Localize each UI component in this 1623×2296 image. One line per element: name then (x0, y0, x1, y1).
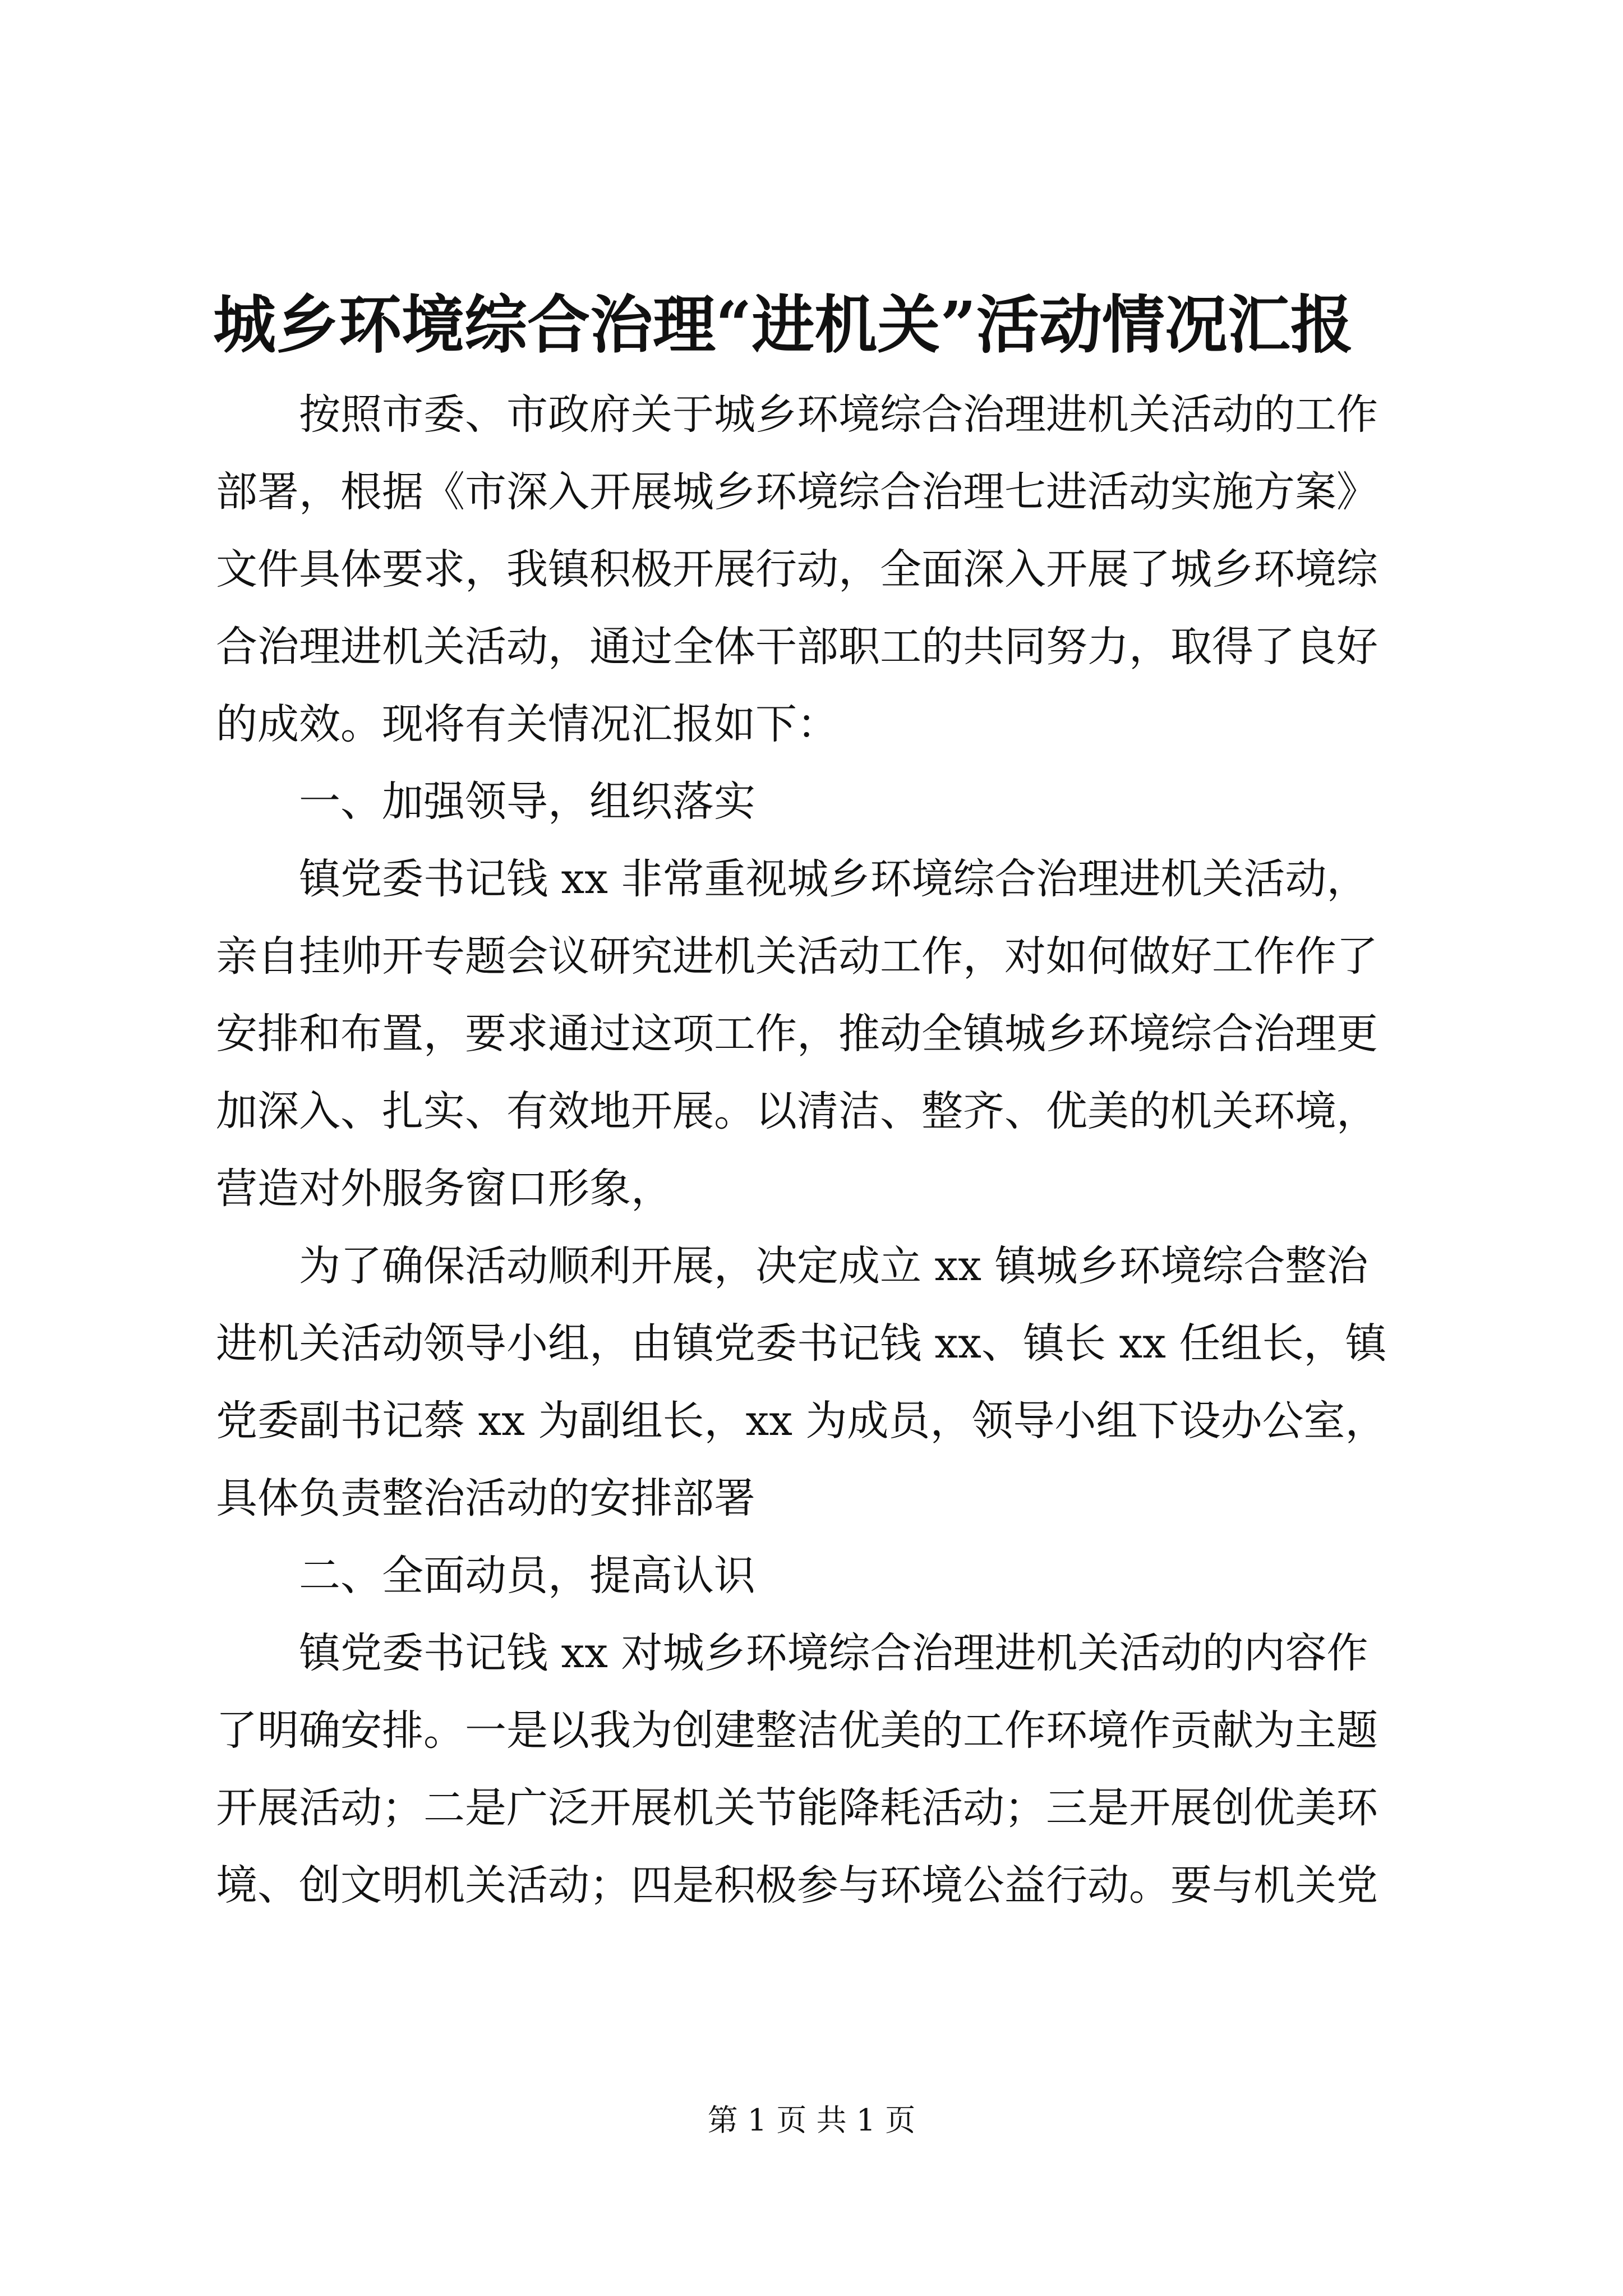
body-line: 安排和布置，要求通过这项工作，推动全镇城乡环境综合治理更 (216, 1010, 1378, 1058)
document-title: 城乡环境综合治理“进机关”活动情况汇报 (213, 288, 1353, 362)
body-line: 具体负责整治活动的安排部署 (216, 1474, 755, 1522)
section-heading: 一、加强领导，组织落实 (299, 777, 755, 826)
body-line: 为了确保活动顺利开展，决定成立 xx 镇城乡环境综合整治 (299, 1242, 1368, 1290)
body-line: 部署，根据《市深入开展城乡环境综合治理七进活动实施方案》 (216, 468, 1378, 516)
body-line: 镇党委书记钱 xx 对城乡环境综合治理进机关活动的内容作 (299, 1629, 1368, 1677)
body-line: 加深入、扎实、有效地开展。以清洁、整齐、优美的机关环境， (216, 1087, 1378, 1135)
document-body (216, 376, 1438, 1924)
body-line: 进机关活动领导小组，由镇党委书记钱 xx、镇长 xx 任组长，镇 (216, 1319, 1387, 1368)
body-line: 镇党委书记钱 xx 非常重视城乡环境综合治理进机关活动， (299, 855, 1368, 903)
body-line: 的成效。现将有关情况汇报如下： (216, 700, 838, 748)
page-number-footer: 第 1 页 共 1 页 (707, 2102, 916, 2138)
body-line: 按照市委、市政府关于城乡环境综合治理进机关活动的工作 (299, 390, 1378, 439)
body-line: 合治理进机关活动，通过全体干部职工的共同努力，取得了良好 (216, 623, 1378, 671)
body-line: 开展活动；二是广泛开展机关节能降耗活动；三是开展创优美环 (216, 1784, 1378, 1832)
body-line: 了明确安排。一是以我为创建整洁优美的工作环境作贡献为主题 (216, 1706, 1378, 1755)
body-line: 亲自挂帅开专题会议研究进机关活动工作，对如何做好工作作了 (216, 932, 1378, 981)
body-line: 境、创文明机关活动；四是积极参与环境公益行动。要与机关党 (216, 1861, 1378, 1910)
body-line: 文件具体要求，我镇积极开展行动，全面深入开展了城乡环境综 (216, 545, 1378, 593)
body-line: 党委副书记蔡 xx 为副组长，xx 为成员，领导小组下设办公室， (216, 1397, 1387, 1445)
body-line: 营造对外服务窗口形象， (216, 1165, 672, 1213)
section-heading: 二、全面动员，提高认识 (299, 1552, 755, 1600)
